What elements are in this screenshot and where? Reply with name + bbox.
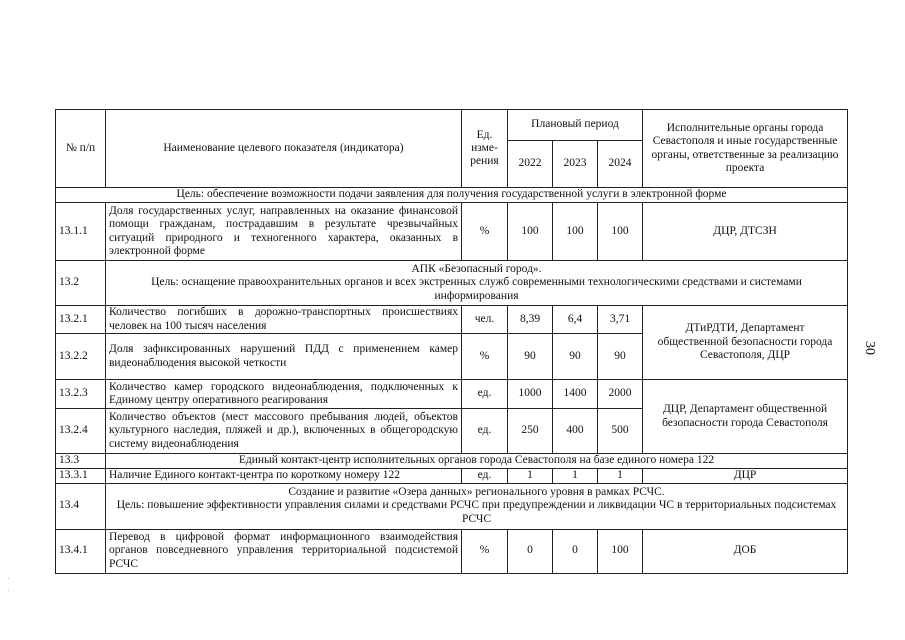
value-2023: 400 bbox=[553, 409, 598, 454]
section-title: Единый контакт-центр исполнительных органов города Севастополя на базе единого номера 122 bbox=[106, 454, 848, 469]
value-2024: 100 bbox=[598, 529, 643, 573]
table-row bbox=[56, 203, 848, 261]
row-num: 13.3.1 bbox=[56, 469, 106, 484]
section-num: 13.4 bbox=[56, 483, 106, 529]
value-2022: 100 bbox=[508, 203, 553, 261]
header-unit: Ед. изме-рения bbox=[462, 110, 508, 188]
executor: ДОБ bbox=[643, 529, 848, 573]
executor: ДЦР bbox=[643, 469, 848, 484]
value-2022: 8,39 bbox=[508, 306, 553, 334]
row-num: 13.2.2 bbox=[56, 334, 106, 380]
indicator-unit: % bbox=[462, 334, 508, 380]
section-row bbox=[56, 454, 848, 469]
row-num: 13.2.3 bbox=[56, 380, 106, 409]
section-title: АПК «Безопасный город». bbox=[411, 262, 542, 275]
value-2024: 1 bbox=[598, 469, 643, 484]
value-2024: 100 bbox=[598, 203, 643, 261]
section-row bbox=[56, 261, 848, 306]
indicator-name: Количество объектов (мест массового пребывания людей, объектов культурного наследия, пляжей и др.), включенных в общегородскую систему видеонаблюдения bbox=[106, 409, 462, 454]
page-number: 30 bbox=[862, 341, 877, 355]
value-2022: 1000 bbox=[508, 380, 553, 409]
value-2024: 500 bbox=[598, 409, 643, 454]
executor: ДТиРДТИ, Департамент общественной безопасности города Севастополя, ДЦР bbox=[643, 306, 848, 380]
value-2022: 0 bbox=[508, 529, 553, 573]
row-num: 13.4.1 bbox=[56, 529, 106, 573]
indicator-unit: % bbox=[462, 203, 508, 261]
section-title: Создание и развитие «Озера данных» регионального уровня в рамках РСЧС. bbox=[288, 485, 665, 498]
header-num: № п/п bbox=[56, 110, 106, 188]
section-row bbox=[56, 483, 848, 529]
indicators-table bbox=[55, 109, 848, 574]
indicator-name: Доля государственных услуг, направленных на оказание финансовой помощи гражданам, пострадавшим в результате чрезвычайных ситуаций природного и техногенного характера, оказанных в электронной форме bbox=[106, 203, 462, 261]
indicator-unit: ед. bbox=[462, 409, 508, 454]
header-executors: Исполнительные органы города Севастополя и иные государственные органы, ответственные за реализацию проекта bbox=[643, 110, 848, 188]
value-2022: 250 bbox=[508, 409, 553, 454]
value-2024: 90 bbox=[598, 334, 643, 380]
section-text bbox=[106, 483, 848, 529]
executor: ДЦР, ДТСЗН bbox=[643, 203, 848, 261]
goal-text: Цель: обеспечение возможности подачи заявления для получения государственной услуги в электронной форме bbox=[56, 188, 848, 203]
indicator-name: Наличие Единого контакт-центра по короткому номеру 122 bbox=[106, 469, 462, 484]
value-2022: 90 bbox=[508, 334, 553, 380]
value-2022: 1 bbox=[508, 469, 553, 484]
goal-row bbox=[56, 188, 848, 203]
table-row bbox=[56, 469, 848, 484]
table-row bbox=[56, 380, 848, 409]
scan-artifact bbox=[8, 590, 9, 591]
table-row bbox=[56, 306, 848, 334]
section-text bbox=[106, 261, 848, 306]
indicator-unit: ед. bbox=[462, 380, 508, 409]
executor: ДЦР, Департамент общественной безопасности города Севастополя bbox=[643, 380, 848, 454]
indicator-name: Перевод в цифровой формат информационного взаимодействия органов повседневного управления территориальной подсистемой РСЧС bbox=[106, 529, 462, 573]
value-2023: 6,4 bbox=[553, 306, 598, 334]
indicator-unit: ед. bbox=[462, 469, 508, 484]
header-year-2022: 2022 bbox=[508, 141, 553, 188]
value-2023: 1400 bbox=[553, 380, 598, 409]
indicator-name: Количество камер городского видеонаблюдения, подключенных к Единому центру оперативного реагирования bbox=[106, 380, 462, 409]
header-plan-period: Плановый период bbox=[508, 110, 643, 141]
indicator-unit: % bbox=[462, 529, 508, 573]
indicator-name: Количество погибших в дорожно-транспортных происшествиях человек на 100 тысяч населения bbox=[106, 306, 462, 334]
value-2023: 1 bbox=[553, 469, 598, 484]
indicator-unit: чел. bbox=[462, 306, 508, 334]
header-name: Наименование целевого показателя (индикатора) bbox=[106, 110, 462, 188]
value-2023: 0 bbox=[553, 529, 598, 573]
header-year-2024: 2024 bbox=[598, 141, 643, 188]
value-2024: 2000 bbox=[598, 380, 643, 409]
section-num: 13.3 bbox=[56, 454, 106, 469]
value-2023: 90 bbox=[553, 334, 598, 380]
table-row bbox=[56, 529, 848, 573]
section-num: 13.2 bbox=[56, 261, 106, 306]
indicator-name: Доля зафиксированных нарушений ПДД с применением камер видеонаблюдения высокой четкости bbox=[106, 334, 462, 380]
scan-artifact bbox=[8, 578, 9, 579]
header-year-2023: 2023 bbox=[553, 141, 598, 188]
row-num: 13.2.1 bbox=[56, 306, 106, 334]
value-2023: 100 bbox=[553, 203, 598, 261]
section-goal: Цель: оснащение правоохранительных органов и всех экстренных служб современными технологическими средствами и системами информирования bbox=[151, 276, 802, 302]
value-2024: 3,71 bbox=[598, 306, 643, 334]
section-goal: Цель: повышение эффективности управления силами и средствами РСЧС при предупреждении и ликвидации ЧС в территориальных подсистемах РСЧС bbox=[116, 499, 837, 525]
row-num: 13.2.4 bbox=[56, 409, 106, 454]
row-num: 13.1.1 bbox=[56, 203, 106, 261]
